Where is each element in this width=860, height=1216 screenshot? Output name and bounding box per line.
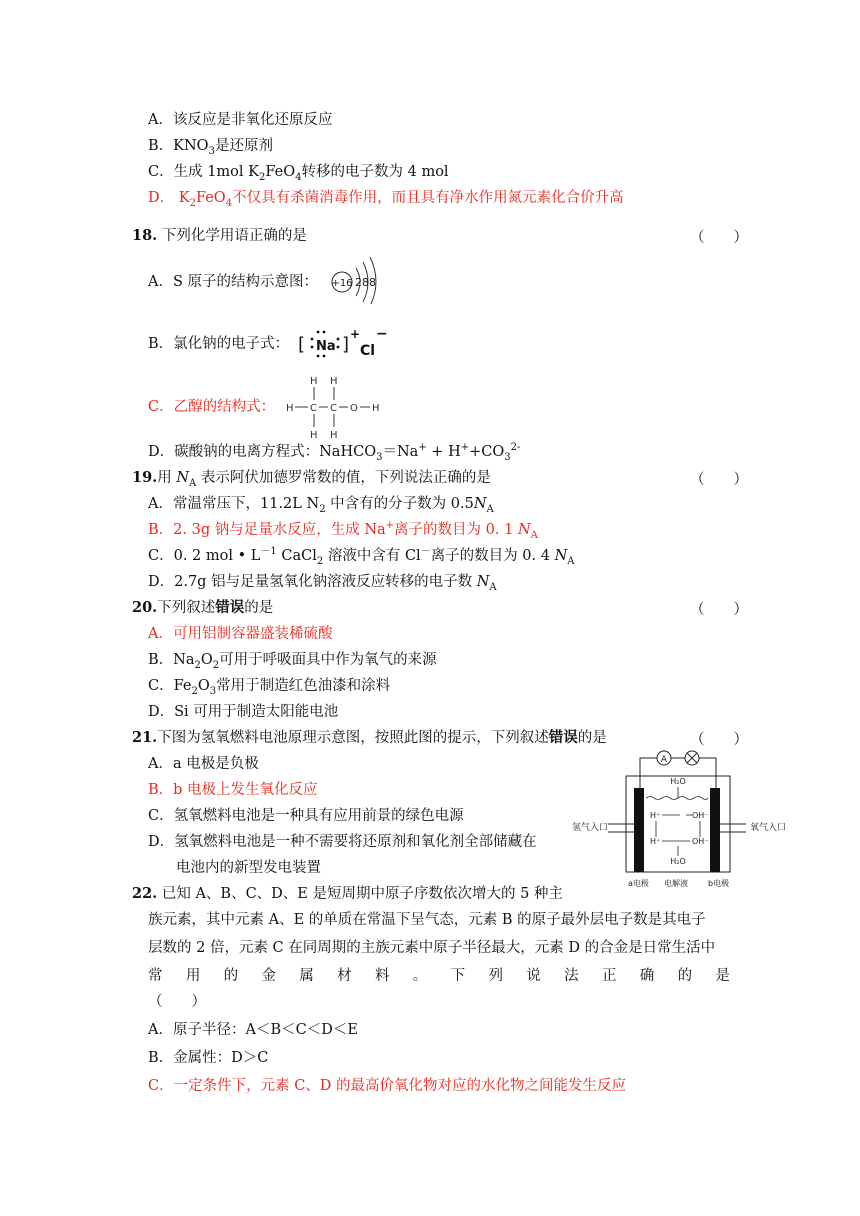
fuel-cell-diagram (568, 744, 790, 892)
q20-option-c: C．$Fe_2O_3$常用于制造红色油漆和涂料 (148, 678, 391, 697)
q19-stem: 19.用 $N_A$ 表示阿伏加德罗常数的值，下列说法正确的是 (132, 469, 491, 489)
q22-option-b: B．金属性：D＞C (148, 1050, 269, 1066)
q18-option-b: B．氯化钠的电子式： (148, 336, 290, 352)
svg-text:H₂O: H₂O (670, 857, 686, 866)
svg-text:H⁺: H⁺ (650, 837, 661, 846)
nacl-electron-formula (296, 324, 392, 364)
q18-option-c: C．乙醇的结构式： (148, 399, 276, 415)
q20-stem: 20.下列叙述错误的是 (132, 599, 274, 616)
svg-text:Na: Na (316, 339, 336, 354)
svg-text:OH⁻: OH⁻ (692, 837, 709, 846)
svg-text:O: O (350, 403, 358, 414)
svg-text:]: ] (342, 334, 350, 355)
q18-stem: 18. 下列化学用语正确的是 (132, 227, 307, 244)
q18-answer-blank: （ ） (690, 230, 748, 246)
q19-option-a: A．常温常压下，11.2L $N_2$ 中含有的分子数为 $0.5N_A$ (148, 496, 494, 515)
svg-text:H⁺: H⁺ (650, 811, 661, 820)
q22-stem-line-4: 常 用 的 金 属 材 料 。 下 列 说 法 正 确 的 是 (148, 968, 730, 984)
svg-text:H: H (310, 376, 318, 387)
svg-text:C: C (330, 403, 337, 414)
q21-answer-blank: （ ） (690, 732, 748, 748)
q19-answer-blank: （ ） (690, 472, 748, 488)
q21-option-a: A．a 电极是负极 (148, 756, 259, 772)
q20-option-a: A．可用铝制容器盛装稀硫酸 (148, 626, 333, 642)
q17-option-d: D． $K_2FeO_4$不仅具有杀菌消毒作用，而且具有净水作用氮元素化合价升高 (148, 190, 624, 209)
q20-answer-blank: （ ） (690, 602, 748, 618)
q22-stem-line-2: 族元素，其中元素 A、E 的单质在常温下呈气态，元素 B 的原子最外层电子数是其电子 (148, 912, 706, 928)
svg-text:C: C (310, 403, 317, 414)
svg-text:H: H (286, 403, 294, 414)
svg-text:H: H (310, 430, 318, 440)
q18-option-a: A．S 原子的结构示意图： (148, 274, 319, 290)
q22-stem-line-3: 层数的 2 倍，元素 C 在同周期的主族元素中原子半径最大，元素 D 的合金是日常生活中 (148, 940, 716, 956)
q17-option-b: B．$KNO_3$是还原剂 (148, 138, 273, 157)
svg-text:−: − (376, 326, 388, 342)
svg-text:H: H (330, 376, 338, 387)
svg-text:电解液: 电解液 (664, 879, 688, 888)
q22-option-a: A．原子半径：A＜B＜C＜D＜E (148, 1022, 358, 1038)
q20-option-b: B．$Na_2O_2$可用于呼吸面具中作为氧气的来源 (148, 652, 437, 671)
q19-option-c: C．0. 2 mol • $L^{-1}$ CaCl$_2$ 溶液中含有 Cl－离子的数目为 0. 4 $N_A$ (148, 546, 575, 567)
q21-option-d: D．氢氧燃料电池是一种不需要将还原剂和氧化剂全部储藏在 (148, 834, 537, 850)
svg-text:+: + (350, 327, 361, 341)
q21-option-c: C．氢氧燃料电池是一种具有应用前景的绿色电源 (148, 808, 464, 824)
sulfur-atom-structure-diagram (326, 254, 386, 304)
q22-answer-blank: （ ） (148, 994, 206, 1010)
svg-text:288: 288 (355, 276, 376, 289)
svg-text:Cl: Cl (360, 343, 376, 359)
svg-text:a电极: a电极 (628, 879, 649, 888)
q22-stem-line-1: 22. 已知 A、B、C、D、E 是短周期中原子序数依次增大的 5 种主 (132, 885, 563, 902)
b-electrode (710, 788, 720, 872)
svg-text:A: A (660, 755, 668, 765)
svg-text:[: [ (298, 334, 306, 355)
svg-text:H₂O: H₂O (670, 777, 686, 786)
svg-text:H: H (330, 430, 338, 440)
svg-text:氢气入口: 氢气入口 (572, 823, 609, 833)
q19-option-b: B．2. 3g 钠与足量水反应，生成 Na+离子的数目为 0. 1 $N_A$ (148, 520, 538, 541)
q20-option-d: D．Si 可用于制造太阳能电池 (148, 704, 339, 720)
q21-option-b: B．b 电极上发生氧化反应 (148, 782, 318, 798)
svg-text:H: H (372, 403, 380, 414)
ethanol-structural-formula (282, 372, 386, 440)
q21-stem: 21.下图为氢氧燃料电池原理示意图，按照此图的提示，下列叙述错误的是 (132, 729, 607, 746)
svg-text:+16: +16 (331, 278, 353, 289)
q17-option-c: C．生成 1mol $K_2FeO_4$转移的电子数为 4 mol (148, 164, 449, 183)
a-electrode (634, 788, 644, 872)
svg-text:OH⁻: OH⁻ (692, 811, 709, 820)
svg-text:氧气入口: 氧气入口 (750, 823, 787, 833)
q19-option-d: D．2.7g 铝与足量氢氧化钠溶液反应转移的电子数 $N_A$ (148, 574, 497, 593)
q18-option-d: D．碳酸钠的电离方程式：NaHCO$_3$＝Na+ + $H^++CO_3^{2-}$ (148, 442, 521, 463)
q22-option-c: C．一定条件下，元素 C、D 的最高价氧化物对应的水化物之间能发生反应 (148, 1078, 627, 1094)
q17-option-a: A．该反应是非氧化还原反应 (148, 112, 333, 128)
q21-option-d-continued: 电池内的新型发电装置 (176, 860, 321, 876)
svg-text:b电极: b电极 (708, 879, 730, 888)
